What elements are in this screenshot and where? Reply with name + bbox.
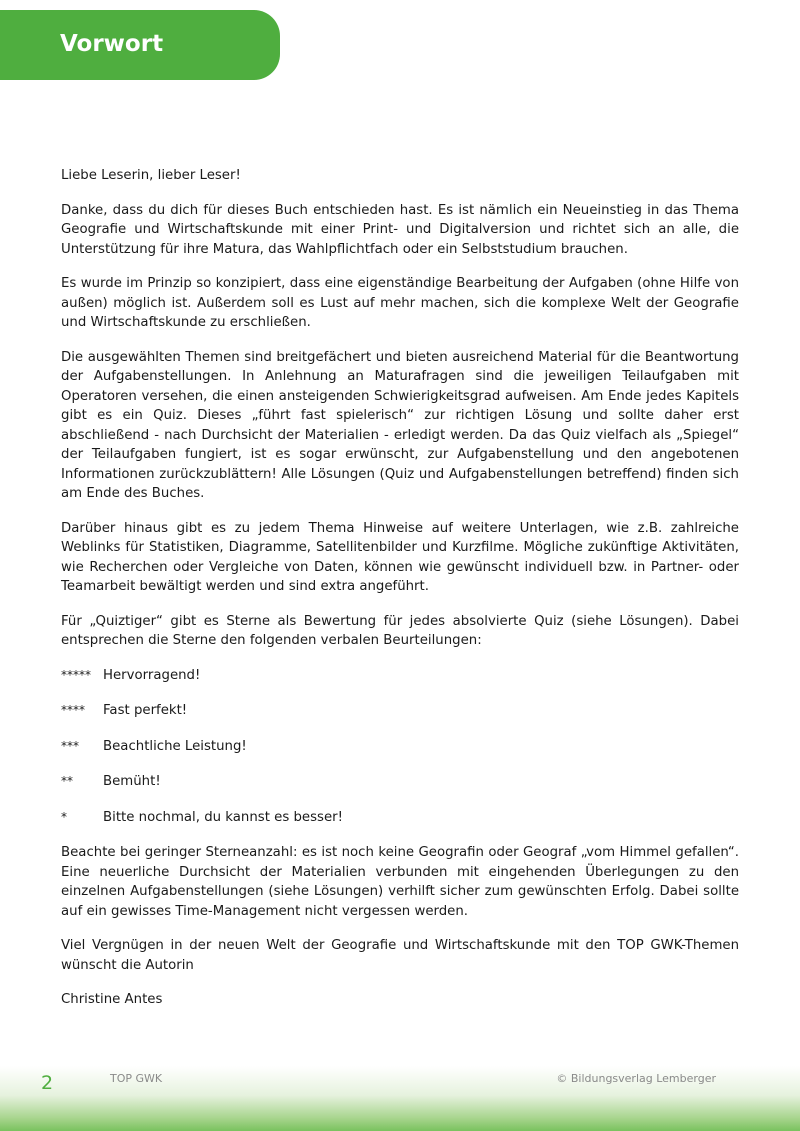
rating-item — [61, 772, 739, 792]
footer-book-title: TOP GWK — [110, 1072, 163, 1085]
footer-copyright: © Bildungsverlag Lemberger — [556, 1072, 716, 1085]
rating-stars: * — [61, 809, 67, 824]
rating-stars: ***** — [61, 667, 91, 682]
paragraph-5: Für „Quiztiger“ gibt es Sterne als Bewertung für jedes absolvierte Quiz (siehe Lösungen). Dabei entsprechen die Sterne den folgenden verbalen Beurteilungen: — [61, 613, 739, 648]
paragraph-2: Es wurde im Prinzip so konzipiert, dass eine eigenständige Bearbeitung der Aufgaben (ohne Hilfe von außen) möglich ist. Außerdem soll es Lust auf mehr machen, sich die komplexe Welt der Geografie und Wirtschaftskunde zu erschließen. — [61, 276, 739, 330]
rating-stars: **** — [61, 703, 85, 717]
rating-stars: ** — [61, 774, 73, 788]
paragraph-after-ratings: Beachte bei geringer Sterneanzahl: es ist noch keine Geografin oder Geograf „vom Himmel gefallen“. Eine neuerliche Durchsicht der Materialien verbunden mit eingehenden Überlegungen zu den einzelnen Aufgabenstellungen (siehe Lösungen) verhilft sicher zum gewünschten Erfolg. Dabei sollte auf ein gewisses Time-Management nicht vergessen werden. — [61, 845, 739, 919]
rating-stars: *** — [61, 738, 79, 753]
rating-item — [61, 737, 739, 757]
signature: Christine Antes — [61, 992, 163, 1007]
closing-paragraph: Viel Vergnügen in der neuen Welt der Geografie und Wirtschaftskunde mit den TOP GWK-Themen wünscht die Autorin — [61, 938, 739, 973]
rating-item — [61, 701, 739, 721]
paragraph-4: Darüber hinaus gibt es zu jedem Thema Hinweise auf weitere Unterlagen, wie z.B. zahlreiche Weblinks für Statistiken, Diagramme, Satellitenbilder und Kurzfilme. Mögliche zukünftige Aktivitäten, wie Recherchen oder Vergleiche von Daten, können wie gewünscht individuell bzw. in Partner- oder Teamarbeit bewältigt werden und sind extra angeführt. — [61, 520, 739, 594]
rating-label: Bemüht! — [103, 774, 161, 789]
rating-label: Beachtliche Leistung! — [103, 738, 247, 754]
foreword-content — [61, 166, 739, 1025]
rating-label: Hervorragend! — [103, 667, 201, 683]
paragraph-1: Danke, dass du dich für dieses Buch entschieden hast. Es ist nämlich ein Neueinstieg in das Thema Geografie und Wirtschaftskunde mit einer Print- und Digitalversion und richtet sich an alle, die Unterstützung für ihre Matura, das Wahlpflichtfach oder ein Selbststudium brauchen. — [61, 202, 739, 257]
rating-label: Bitte nochmal, du kannst es besser! — [103, 809, 343, 825]
page-title: Vorwort — [60, 31, 164, 57]
rating-item — [61, 666, 739, 686]
salutation: Liebe Leserin, lieber Leser! — [61, 168, 241, 183]
rating-item — [61, 808, 739, 828]
page-number: 2 — [41, 1072, 54, 1094]
paragraph-3: Die ausgewählten Themen sind breitgefächert und bieten ausreichend Material für die Beantwortung der Aufgabenstellungen. In Anlehnung an Maturafragen sind die jeweiligen Teilaufgaben mit Operatoren versehen, die einen ansteigenden Schwierigkeitsgrad aufweisen. Am Ende jedes Kapitels gibt es ein Quiz. Dieses „führt fast spielerisch“ zur richtigen Lösung und sollte daher erst abschließend - nach Durchsicht der Materialien - erledigt werden. Da das Quiz vielfach als „Spiegel“ der Teilaufgaben fungiert, ist es sogar erwünscht, zur Aufgabenstellung und den angebotenen Informationen zurückzublättern! Alle Lösungen (Quiz und Aufgabenstellungen betreffend) finden sich am Ende des Buches. — [61, 349, 739, 501]
rating-label: Fast perfekt! — [103, 703, 188, 718]
